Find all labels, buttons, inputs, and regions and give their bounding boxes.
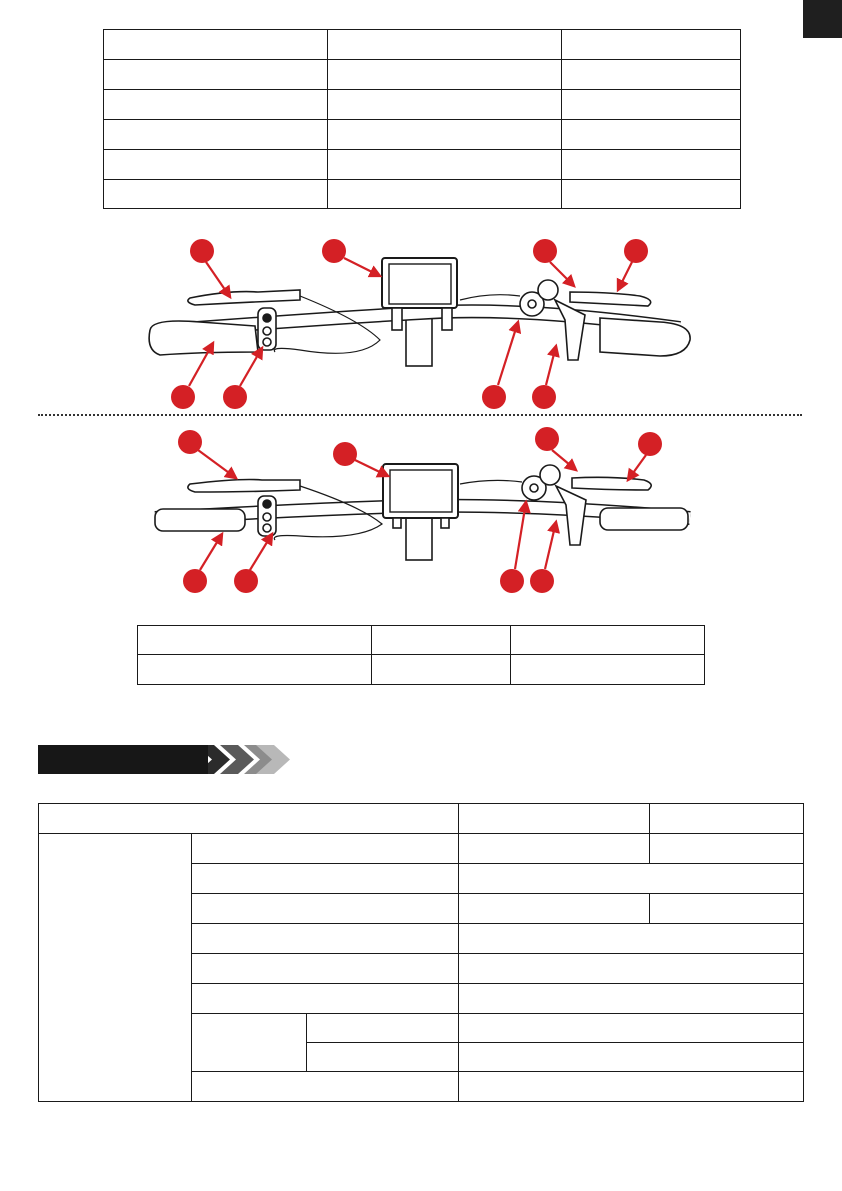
dotted-divider xyxy=(38,414,802,416)
header-cell xyxy=(459,804,650,834)
table-cell xyxy=(372,626,511,655)
table-cell xyxy=(192,954,459,984)
table-header-row xyxy=(39,804,804,834)
table-cell xyxy=(459,954,804,984)
section-title xyxy=(38,751,48,767)
callout-marker xyxy=(482,322,518,409)
table-cell xyxy=(650,894,804,924)
callout-marker xyxy=(190,239,230,297)
mid-table xyxy=(137,625,705,685)
table-cell xyxy=(372,655,511,685)
callout-marker xyxy=(223,348,262,409)
table-cell xyxy=(138,655,372,685)
table-cell xyxy=(138,626,372,655)
table-cell xyxy=(459,864,804,894)
table-cell xyxy=(307,1043,459,1072)
header-cell xyxy=(650,804,804,834)
callout-marker xyxy=(183,534,222,593)
right-grip-straight xyxy=(600,508,688,530)
table-row xyxy=(138,626,705,655)
table-cell xyxy=(192,894,459,924)
table-row xyxy=(138,655,705,685)
callout-marker xyxy=(322,239,380,276)
table-cell xyxy=(459,924,804,954)
table-cell xyxy=(192,924,459,954)
group-cell xyxy=(39,834,192,1102)
callout-marker xyxy=(533,239,574,286)
callout-marker xyxy=(234,534,272,593)
table-cell xyxy=(459,984,804,1014)
left-grip-shape xyxy=(149,321,258,355)
sub-group-cell xyxy=(192,1014,307,1072)
callout-marker xyxy=(532,346,556,409)
callout-marker xyxy=(500,502,526,593)
table-cell xyxy=(192,864,459,894)
callout-marker xyxy=(530,522,556,593)
stem-shape xyxy=(406,318,432,366)
table-cell xyxy=(459,894,650,924)
table-cell xyxy=(459,834,650,864)
table-cell xyxy=(650,834,804,864)
header-cell xyxy=(39,804,459,834)
callout-marker xyxy=(333,442,388,476)
table-cell xyxy=(459,1043,804,1072)
table-cell xyxy=(192,984,459,1014)
table-cell xyxy=(307,1014,459,1043)
callout-marker xyxy=(618,239,648,290)
table-cell xyxy=(192,834,459,864)
table-cell xyxy=(511,655,705,685)
table-cell xyxy=(459,1014,804,1043)
section-chevrons xyxy=(196,745,290,774)
left-grip-straight xyxy=(155,509,245,531)
handlebar-diagram-1 xyxy=(149,258,690,366)
table-row xyxy=(39,834,804,864)
table-cell xyxy=(192,1072,459,1102)
spec-table xyxy=(38,803,804,1102)
table-cell xyxy=(459,1072,804,1102)
callout-marker xyxy=(535,427,576,470)
section-header-bar xyxy=(38,745,208,774)
callout-marker xyxy=(628,432,662,480)
callout-marker xyxy=(178,430,236,478)
table-cell xyxy=(511,626,705,655)
